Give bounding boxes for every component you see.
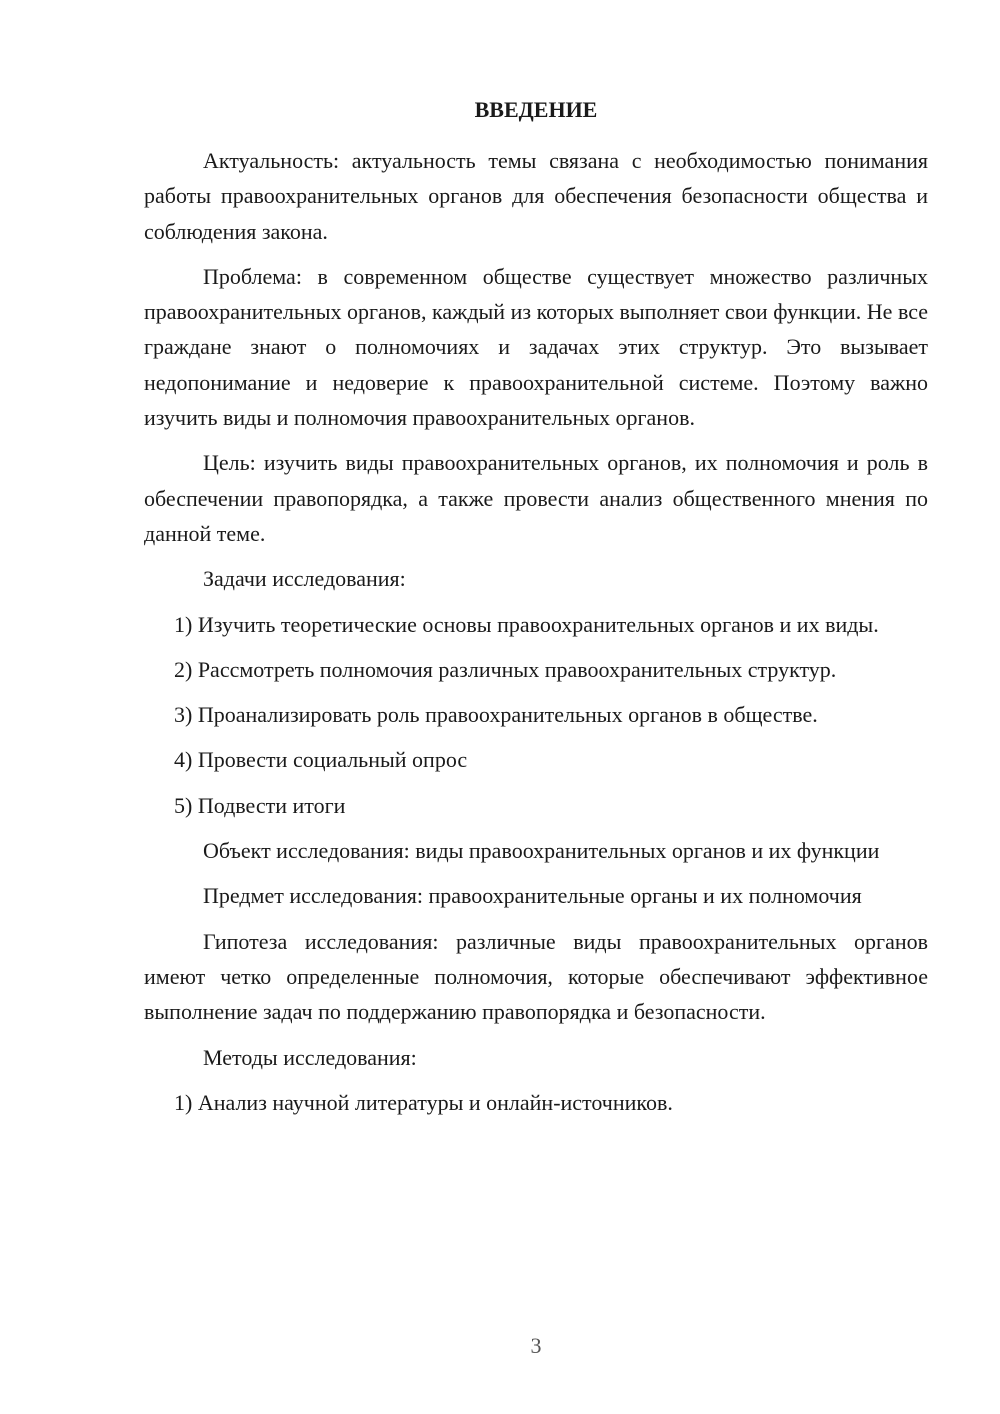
relevance-paragraph: Актуальность: актуальность темы связана с необходимостью понимания работы правоохранительных органов для обеспечения безопасности общества и соблюдения закона. <box>144 148 928 244</box>
page-title: ВВЕДЕНИЕ <box>474 97 598 122</box>
task-item: 2) Рассмотреть полномочия различных правоохранительных структур. <box>174 656 837 682</box>
methods-heading: Методы исследования: <box>203 1044 417 1070</box>
goal-paragraph: Цель: изучить виды правоохранительных органов, их полномочия и роль в обеспечении правопорядка, а также провести анализ общественного мнения по данной теме. <box>144 450 928 546</box>
hypothesis-paragraph: Гипотеза исследования: различные виды правоохранительных органов имеют четко определенные полномочия, которые обеспечивают эффективное выполнение задач по поддержанию правопорядка и безопасности. <box>144 928 928 1025</box>
subject-paragraph: Предмет исследования: правоохранительные органы и их полномочия <box>203 883 862 909</box>
task-item: 1) Изучить теоретические основы правоохранительных органов и их виды. <box>174 611 879 637</box>
task-item: 5) Подвести итоги <box>174 792 346 818</box>
task-item: 4) Провести социальный опрос <box>174 747 468 773</box>
page-number: 3 <box>530 1333 542 1358</box>
tasks-heading: Задачи исследования: <box>203 566 406 592</box>
object-paragraph: Объект исследования: виды правоохранительных органов и их функции <box>203 838 880 864</box>
method-item: 1) Анализ научной литературы и онлайн-источников. <box>174 1089 673 1115</box>
problem-paragraph: Проблема: в современном обществе существует множество различных правоохранительных органов, каждый из которых выполняет свои функции. Не все граждане знают о полномочиях и задачах этих структур. Это вызывает недопонимание и недоверие к правоохранительной системе. Поэтому важно изучить виды и полномочия правоохранительных органов. <box>144 263 928 431</box>
document-page <box>144 92 928 1130</box>
task-item: 3) Проанализировать роль правоохранительных органов в обществе. <box>174 702 818 728</box>
